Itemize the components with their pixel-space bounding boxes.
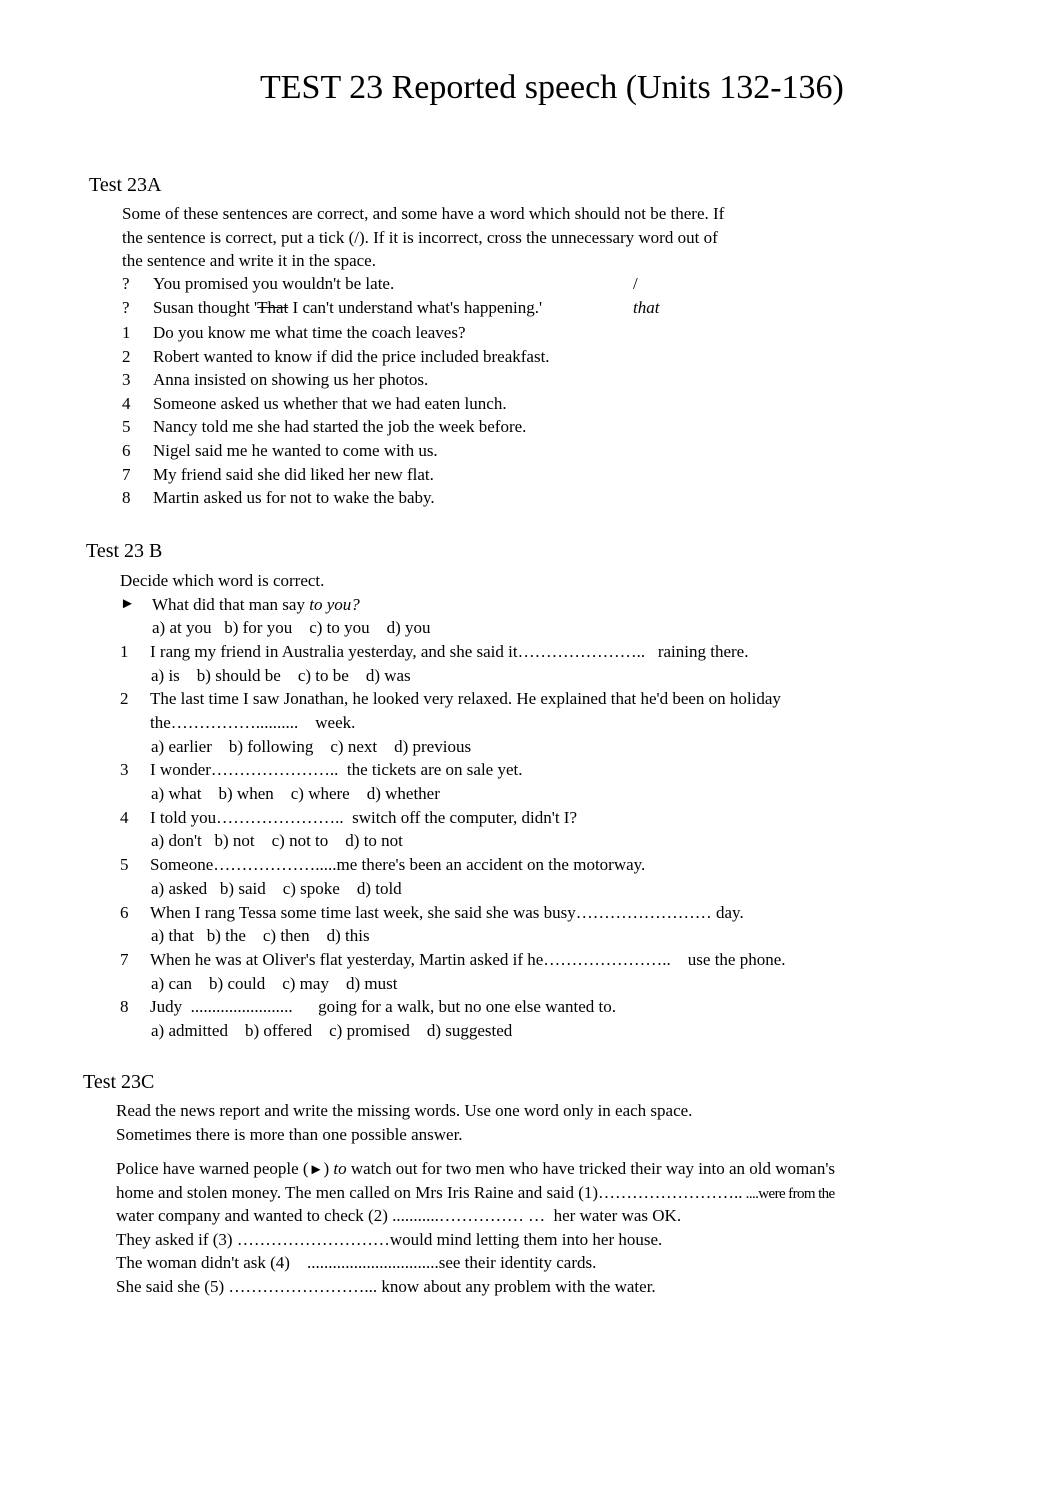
item-number: 2 [122,346,131,366]
item-number: 7 [122,464,131,484]
answer-options: a) admitted b) offered c) promised d) suggested [151,1020,513,1040]
report-text: Police have warned people ( [116,1159,309,1178]
report-text: ) [323,1159,334,1178]
report-line: They asked if (3) ………………………would mind letting them into her house. [116,1229,663,1249]
report-line [116,1157,996,1181]
item-number: 2 [120,689,129,709]
instruction-line: the sentence and write it in the space. [122,251,376,271]
question-row [120,687,980,711]
example-marker: ? [122,297,130,317]
item-number: 1 [122,323,131,342]
section-a-items [122,321,982,510]
answer-options: a) what b) when c) where d) whether [151,783,440,803]
example-answer: to [333,1159,347,1178]
question-text: The last time I saw Jonathan, he looked very relaxed. He explained that he'd been on holiday [150,689,781,709]
item-number: 6 [120,902,129,922]
section-b-instruction: Decide which word is correct. [120,571,325,590]
answer-options: a) can b) could c) may d) must [151,973,398,993]
example-options: a) at you b) for you c) to you d) you [152,618,431,638]
example-sentence [152,593,360,617]
example-sentence: You promised you wouldn't be late. [153,274,395,293]
report-text: watch out for two men who have tricked their way into an old woman's [346,1159,835,1178]
question-row [120,901,980,925]
item-number: 5 [122,417,131,437]
play-arrow-icon: ► [120,595,135,612]
question-row [120,853,980,877]
section-c-instructions [116,1099,976,1146]
example-answer: to you? [309,594,360,614]
page-title: TEST 23 Reported speech (Units 132-136) [260,69,844,106]
example-text-after: I can't understand what's happening.' [288,297,543,317]
report-line [116,1181,996,1205]
list-item [122,415,982,439]
report-text: home and stolen money. The men called on Mrs Iris Raine and said (1)…………………….. [116,1182,743,1202]
item-sentence: Nigel said me he wanted to come with us. [153,440,438,460]
question-text: the…………….......... week. [150,712,356,732]
report-text-small: ....were from the [742,1185,835,1202]
answer-options: a) that b) the c) then d) this [151,926,370,946]
list-item [122,368,982,392]
question-row-cont [120,711,980,735]
question-row [120,995,980,1019]
item-sentence: Robert wanted to know if did the price included breakfast. [153,346,550,366]
item-number: 3 [122,370,131,390]
answer-options: a) don't b) not c) not to d) to not [151,831,403,851]
example-row [120,593,980,617]
item-number: 5 [120,855,129,875]
section-a-examples [122,272,982,319]
item-number: 7 [120,949,129,969]
item-number: 8 [122,488,131,508]
section-a-instructions [122,202,982,273]
list-item [122,345,982,369]
example-marker: ? [122,274,130,293]
play-arrow-icon: ► [308,1162,324,1178]
item-sentence: Someone asked us whether that we had eaten lunch. [153,393,507,413]
report-line: She said she (5) ……………………... know about any problem with the water. [116,1276,656,1296]
news-report [116,1157,996,1299]
item-number: 6 [122,440,131,460]
item-number: 4 [122,393,131,413]
item-sentence: Anna insisted on showing us her photos. [153,370,429,390]
list-item [122,321,982,345]
question-row [120,758,980,782]
example-text: What did that man say [152,594,310,614]
struck-word: That [257,297,289,317]
example-text-before: Susan thought ' [153,297,258,317]
section-b-heading: Test 23 B [86,540,163,562]
instruction-line: the sentence is correct, put a tick (/). If it is incorrect, cross the unnecessary word out of [122,227,718,247]
list-item [122,439,982,463]
item-sentence: Martin asked us for not to wake the baby. [153,488,435,508]
question-text: I told you………………….. switch off the computer, didn't I? [150,807,578,827]
example-row [122,272,982,296]
question-text: Judy ........................ going for a walk, but no one else wanted to. [150,997,617,1017]
item-number: 3 [120,760,129,780]
list-item [122,392,982,416]
question-row [120,948,980,972]
section-a-heading: Test 23A [89,174,162,196]
example-answer: / [633,274,638,293]
answer-options: a) earlier b) following c) next d) previous [151,736,472,756]
example-sentence [153,296,542,320]
instruction-line: Some of these sentences are correct, and some have a word which should not be there. If [122,204,725,223]
answer-options: a) is b) should be c) to be d) was [151,665,411,685]
section-c-heading: Test 23C [83,1071,155,1093]
item-sentence: Nancy told me she had started the job the week before. [153,417,527,437]
question-text: Someone……………….....me there's been an accident on the motorway. [150,855,646,875]
report-line: water company and wanted to check (2) ...........…………… … her water was OK. [116,1206,682,1226]
question-text: When he was at Oliver's flat yesterday, Martin asked if he………………….. use the phone. [150,949,786,969]
question-row [120,806,980,830]
section-b-content [120,569,980,1043]
question-text: When I rang Tessa some time last week, she said she was busy…………………… day. [150,902,744,922]
item-number: 1 [120,641,129,661]
question-text: I wonder………………….. the tickets are on sale yet. [150,760,523,780]
item-sentence: Do you know me what time the coach leaves? [153,323,466,342]
list-item [122,486,982,510]
item-sentence: My friend said she did liked her new flat. [153,464,434,484]
list-item [122,463,982,487]
answer-options: a) asked b) said c) spoke d) told [151,878,402,898]
question-row [120,640,980,664]
instruction-line: Read the news report and write the missing words. Use one word only in each space. [116,1101,693,1120]
example-answer: that [633,297,660,317]
item-number: 8 [120,997,129,1017]
question-text: I rang my friend in Australia yesterday, and she said it………………….. raining there. [150,641,749,661]
item-number: 4 [120,807,129,827]
report-line: The woman didn't ask (4) ...............................see their identity cards. [116,1253,597,1273]
example-row [122,296,982,320]
instruction-line: Sometimes there is more than one possible answer. [116,1124,463,1144]
